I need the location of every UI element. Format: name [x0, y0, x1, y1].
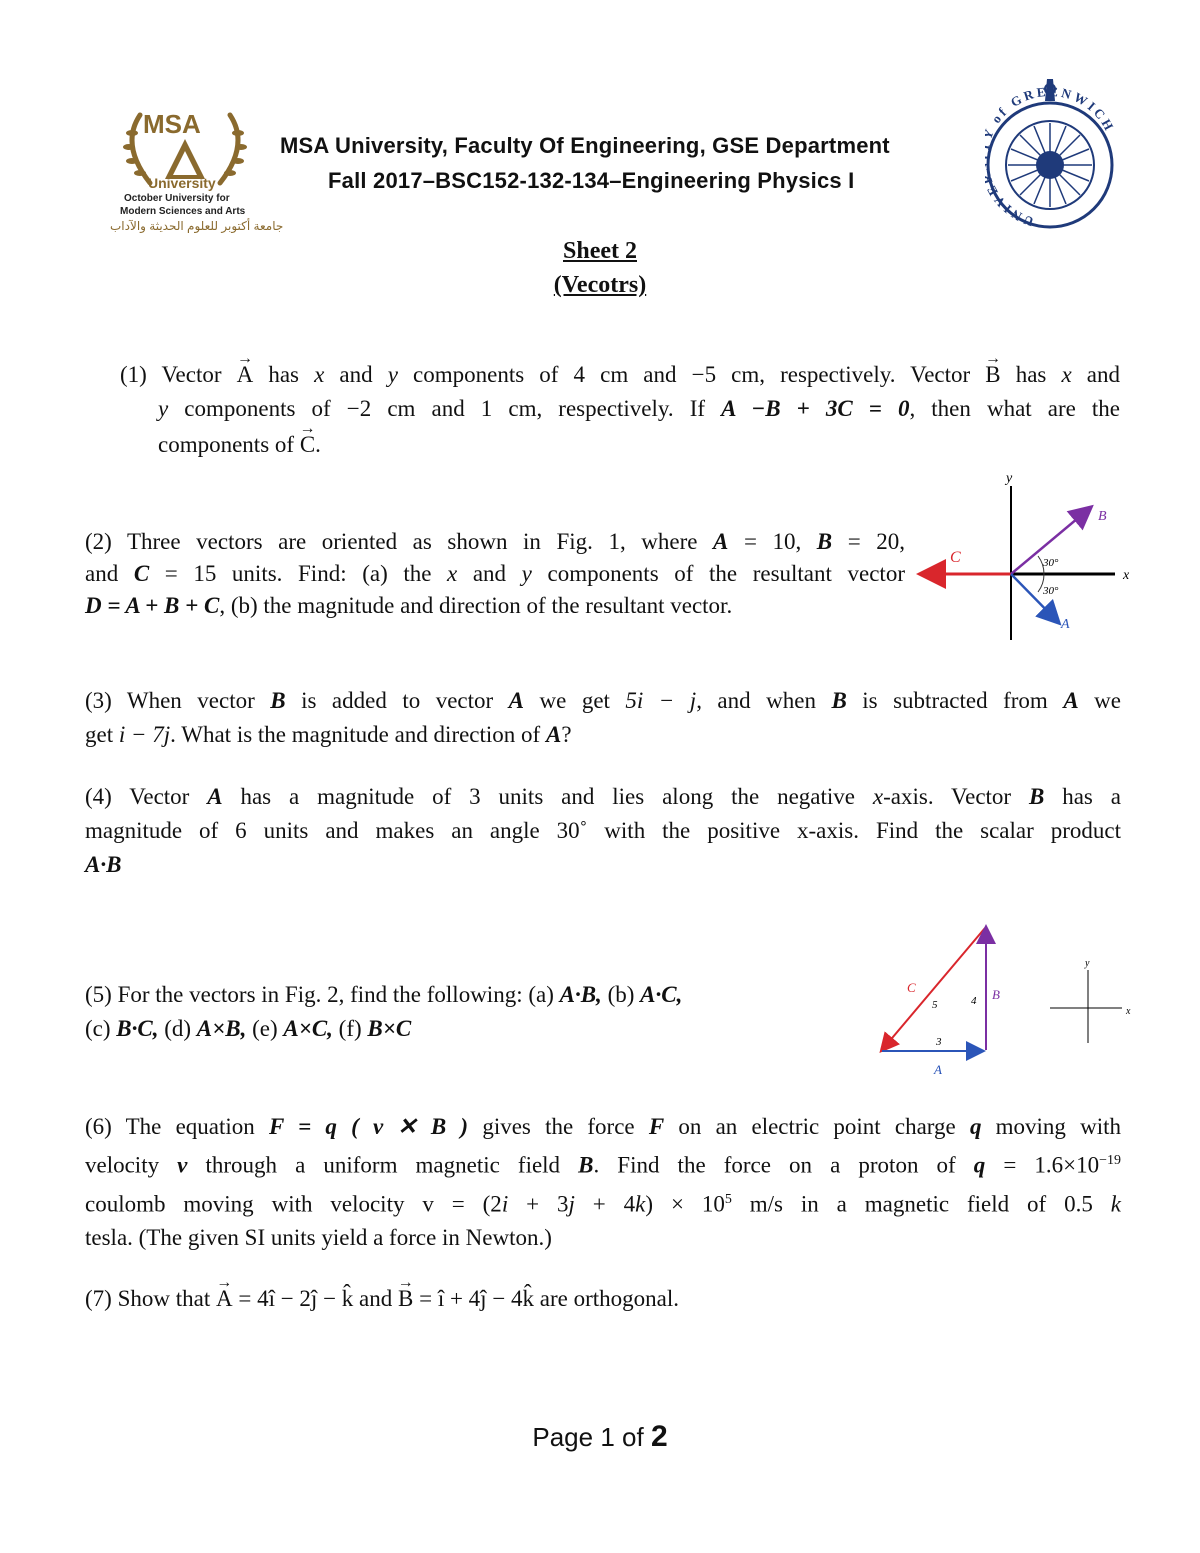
q4-line-3: A·B — [85, 852, 122, 877]
figure-1 — [910, 468, 1140, 643]
q2-line-1: (2) Three vectors are oriented as shown in Fig. 1, where A = 10, B = 20, — [85, 529, 905, 554]
figure-2 — [870, 918, 1140, 1080]
fig2-label-b: B — [992, 987, 1000, 1002]
fig2-label-a: A — [934, 1062, 942, 1077]
msa-logo-sub1: October University for — [124, 193, 230, 204]
sheet-title: Sheet 2 — [563, 238, 637, 264]
q2-line-2: and C = 15 units. Find: (a) the x and y components of the resultant vector — [85, 561, 905, 586]
question-4 — [85, 780, 1121, 882]
q5-line-2: (c) B·C, (d) A×B, (e) A×C, (f) B×C — [85, 1016, 412, 1041]
q5-line-1: (5) For the vectors in Fig. 2, find the following: (a) A·B, (b) A·C, — [85, 982, 683, 1007]
fig1-vector-a — [1011, 574, 1058, 622]
question-7: (7) Show that → A = 4î − 2ĵ − k̂ and → B = î + 4ĵ − 4k̂ are orthogonal. — [85, 1282, 1121, 1316]
q1-line-1: (1) Vector → A has x and y components of 4 cm and −5 cm, respectively. Vector → B has x and — [120, 358, 1120, 392]
q1-line-2: y components of −2 cm and 1 cm, respectively. If A −B + 3C = 0, then what are the — [158, 396, 1121, 421]
msa-logo-sub2: Modern Sciences and Arts — [120, 206, 246, 217]
question-5 — [85, 978, 845, 1046]
q4-line-2: magnitude of 6 units and makes an angle 30˚ with the positive x-axis. Find the scalar product — [85, 818, 1121, 843]
fig2-label-4: 4 — [971, 995, 977, 1007]
sheet-subtitle: (Vecotrs) — [553, 272, 647, 298]
q6-line-4: tesla. (The given SI units yield a force in Newton.) — [85, 1225, 552, 1251]
fig1-angle-1: 30° — [1043, 557, 1059, 569]
q2-line-3: D = A + B + C, (b) the magnitude and direction of the resultant vector. — [85, 593, 733, 618]
q1-line-3: components of → C. — [120, 428, 1120, 462]
greenwich-seal-icon — [985, 75, 1115, 235]
fig1-label-a: A — [1061, 617, 1070, 632]
question-3 — [85, 684, 1121, 752]
q3-line-1: (3) When vector B is added to vector A we get 5i − j, and when B is subtracted from A we — [85, 688, 1121, 713]
msa-logo — [110, 105, 284, 240]
fig1-label-b: B — [1098, 509, 1107, 524]
fig2-label-y: y — [1085, 958, 1090, 969]
question-2 — [85, 526, 905, 622]
greenwich-logo-text: UNIV of GREENWIC — [988, 83, 1111, 230]
msa-logo-word: University — [148, 175, 216, 191]
page-number: Page 1 of 2 — [532, 1420, 668, 1453]
fig2-label-5: 5 — [932, 999, 938, 1011]
fig1-label-c: C — [950, 549, 961, 566]
header-line-1: MSA University, Faculty Of Engineering, GSE Department — [280, 133, 890, 158]
question-1 — [120, 358, 1120, 462]
q3-line-2: get i − 7j. What is the magnitude and direction of A? — [85, 722, 572, 747]
msa-logo-name: MSA — [143, 109, 201, 139]
fig2-vector-c — [882, 928, 985, 1050]
fig1-label-y: y — [1006, 471, 1013, 486]
q4-line-1: (4) Vector A has a magnitude of 3 units and lies along the negative x-axis. Vector B has a — [85, 784, 1121, 809]
fig2-label-x: x — [1126, 1006, 1131, 1017]
q6-line-3: coulomb moving with velocity $v = (2i + 3j + 4k) \times 10^5$ m/s in a magnetic field of 0.5 k — [85, 1191, 1121, 1217]
question-6 — [85, 1110, 1121, 1255]
q6-line-1: (6) The equation F = q ( v ✕ B ) gives the force F on an electric point charge q moving with — [85, 1114, 1122, 1139]
fig2-label-c: C — [907, 980, 916, 995]
greenwich-logo — [985, 75, 1115, 235]
header-line-2: Fall 2017–BSC152-132-134–Engineering Physics I — [328, 168, 855, 193]
fig2-label-3: 3 — [936, 1036, 942, 1048]
msa-logo-arabic: جامعة أكتوبر للعلوم الحديثة والآداب — [110, 219, 284, 233]
q6-line-2: velocity v through a uniform magnetic field B. Find the force on a proton of $q = 1.6\times 10^{-19}$ — [85, 1152, 1121, 1178]
fig1-angle-2: 30° — [1043, 585, 1059, 597]
fig1-label-x: x — [1123, 568, 1130, 583]
